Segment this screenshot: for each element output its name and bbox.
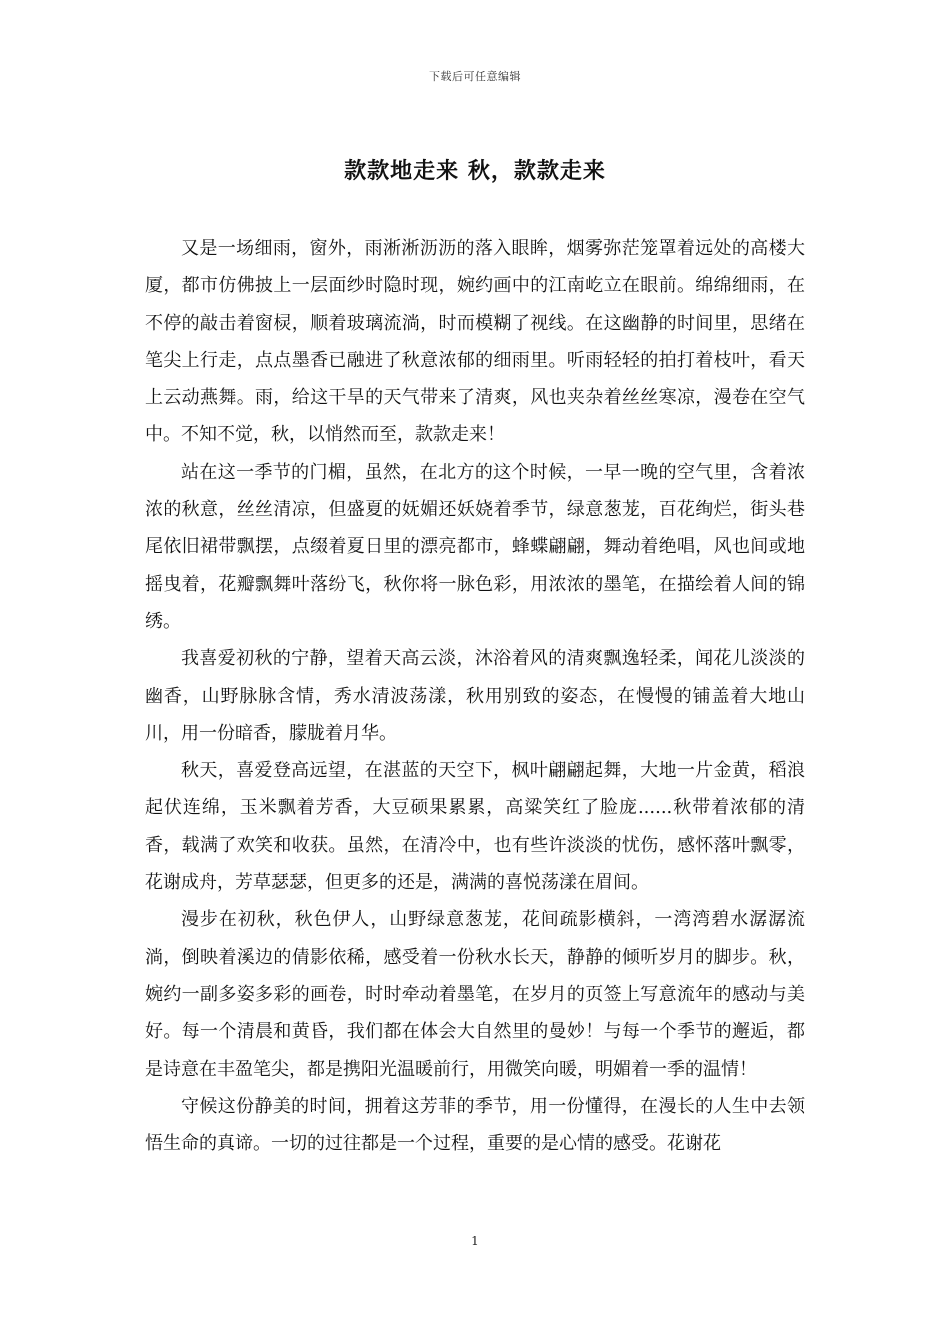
paragraph: 漫步在初秋，秋色伊人，山野绿意葱茏，花间疏影横斜，一湾湾碧水潺潺流淌，倒映着溪边的倩影依稀，感受着一份秋水长天，静静的倾听岁月的脚步。秋，婉约一副多姿多彩的画卷，时时牵动着墨笔，在岁月的页签上写意流年的感动与美好。每一个清晨和黄昏，我们都在体会大自然里的曼妙！与每一个季节的邂逅，都是诗意在丰盈笔尖，都是携阳光温暖前行，用微笑向暖，明媚着一季的温情！: [145, 909, 805, 1080]
paragraph: 守候这份静美的时间，拥着这芳菲的季节，用一份懂得，在漫长的人生中去领悟生命的真谛。一切的过往都是一个过程，重要的是心情的感受。花谢花: [145, 1095, 805, 1155]
header-note: 下载后可任意编辑: [429, 70, 521, 83]
paragraph: 秋天，喜爱登高远望，在湛蓝的天空下，枫叶翩翩起舞，大地一片金黄，稻浪起伏连绵，玉米飘着芳香，大豆硕果累累，高粱笑红了脸庞......秋带着浓郁的清香，载满了欢笑和收获。虽然，在清冷中，也有些许淡淡的忧伤，感怀落叶飘零，花谢成舟，芳草瑟瑟，但更多的还是，满满的喜悦荡漾在眉间。: [145, 760, 805, 894]
document-body: [145, 230, 805, 1162]
page-number: 1: [471, 1234, 479, 1248]
paragraph: 站在这一季节的门楣，虽然，在北方的这个时候，一早一晚的空气里，含着浓浓的秋意，丝丝清凉，但盛夏的妩媚还妖娆着季节，绿意葱茏，百花绚烂，街头巷尾依旧裙带飘摆，点缀着夏日里的漂亮都市，蜂蝶翩翩，舞动着绝唱，风也间或地摇曳着，花瓣飘舞叶落纷飞，秋你将一脉色彩，用浓浓的墨笔，在描绘着人间的锦绣。: [145, 461, 805, 632]
document-title: 款款地走来 秋，款款走来: [344, 158, 606, 184]
paragraph: 我喜爱初秋的宁静，望着天高云淡，沐浴着风的清爽飘逸轻柔，闻花儿淡淡的幽香，山野脉脉含情，秀水清波荡漾，秋用别致的姿态，在慢慢的铺盖着大地山川，用一份暗香，朦胧着月华。: [145, 648, 805, 744]
paragraph: 又是一场细雨，窗外，雨淅淅沥沥的落入眼眸，烟雾弥茫笼罩着远处的高楼大厦，都市仿佛披上一层面纱时隐时现，婉约画中的江南屹立在眼前。绵绵细雨，在不停的敲击着窗棂，顺着玻璃流淌，时而模糊了视线。在这幽静的时间里，思绪在笔尖上行走，点点墨香已融进了秋意浓郁的细雨里。听雨轻轻的拍打着枝叶，看天上云动燕舞。雨，给这干旱的天气带来了清爽，风也夹杂着丝丝寒凉，漫卷在空气中。不知不觉，秋，以悄然而至，款款走来！: [145, 238, 805, 446]
